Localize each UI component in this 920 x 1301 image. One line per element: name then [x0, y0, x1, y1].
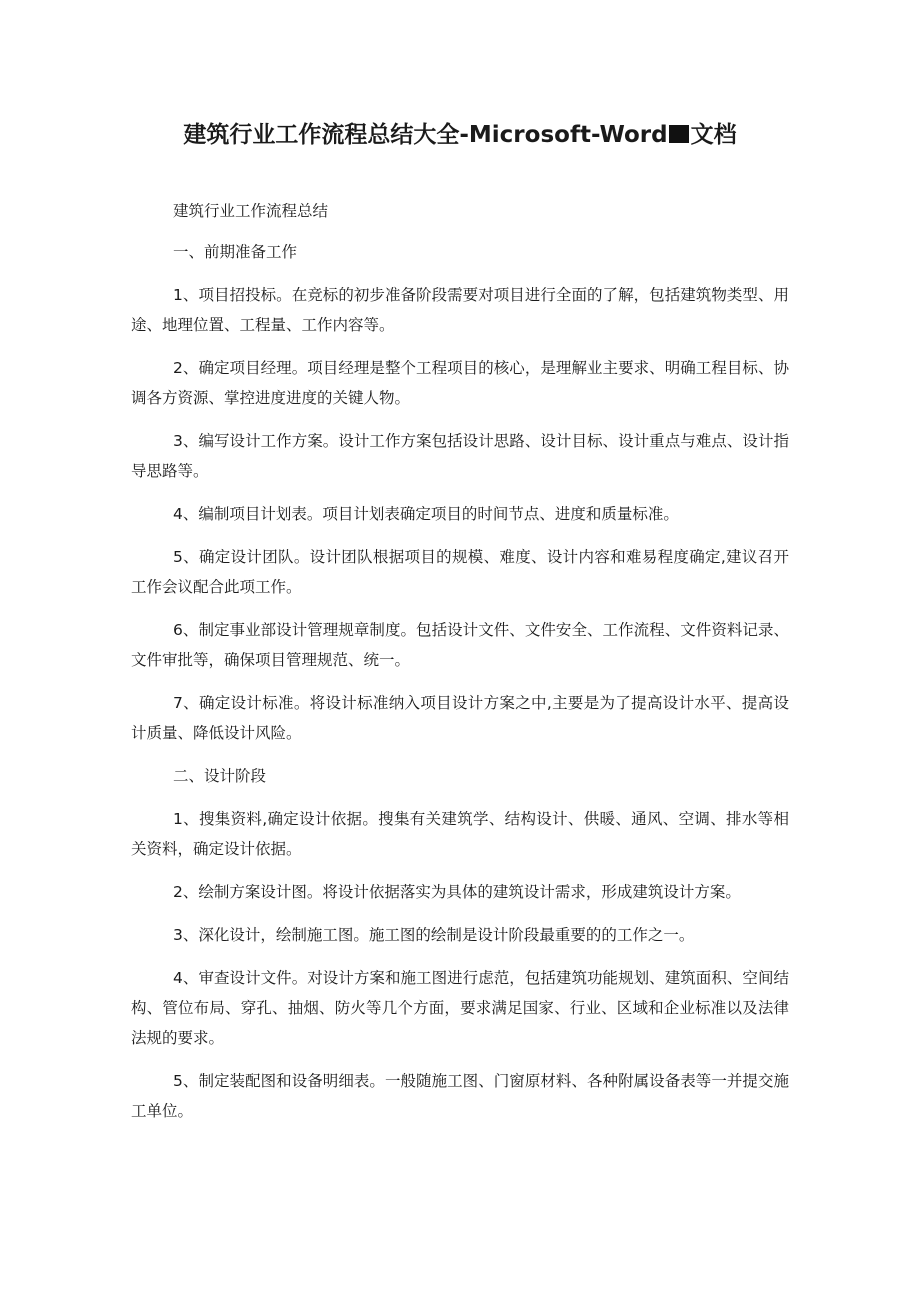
paragraph: 1、搜集资料,确定设计依据。搜集有关建筑学、结构设计、供暖、通风、空调、排水等相关资料，确定设计依据。	[131, 810, 789, 858]
document-body	[131, 196, 789, 1126]
section-heading: 一、前期准备工作	[173, 243, 298, 261]
paragraph: 3、编写设计工作方案。设计工作方案包括设计思路、设计目标、设计重点与难点、设计指导思路等。	[131, 432, 789, 480]
document-title-suffix: 文档	[690, 122, 737, 148]
document-title	[0, 116, 920, 149]
paragraph: 7、确定设计标准。将设计标准纳入项目设计方案之中,主要是为了提高设计水平、提高设计质量、降低设计风险。	[131, 694, 789, 742]
paragraph: 2、绘制方案设计图。将设计依据落实为具体的建筑设计需求，形成建筑设计方案。	[173, 883, 741, 901]
paragraph: 6、制定事业部设计管理规章制度。包括设计文件、文件安全、工作流程、文件资料记录、文件审批等，确保项目管理规范、统一。	[131, 621, 789, 669]
paragraph: 3、深化设计，绘制施工图。施工图的绘制是设计阶段最重要的的工作之一。	[173, 926, 695, 944]
paragraph: 5、制定装配图和设备明细表。一般随施工图、门窗原材料、各种附属设备表等一并提交施工单位。	[131, 1072, 789, 1120]
paragraph: 5、确定设计团队。设计团队根据项目的规模、难度、设计内容和难易程度确定,建议召开工作会议配合此项工作。	[131, 548, 789, 596]
paragraph: 4、编制项目计划表。项目计划表确定项目的时间节点、进度和质量标准。	[173, 505, 679, 523]
paragraph: 2、确定项目经理。项目经理是整个工程项目的核心，是理解业主要求、明确工程目标、协调各方资源、掌控进度进度的关键人物。	[131, 359, 789, 407]
paragraph: 1、项目招投标。在竞标的初步准备阶段需要对项目进行全面的了解，包括建筑物类型、用途、地理位置、工程量、工作内容等。	[131, 286, 789, 334]
section-heading: 二、设计阶段	[173, 767, 267, 785]
title-black-square-glyph	[669, 125, 689, 143]
document-subtitle: 建筑行业工作流程总结	[173, 202, 329, 220]
document-title-text: 建筑行业工作流程总结大全-Microsoft-Word	[183, 122, 668, 148]
paragraph: 4、审查设计文件。对设计方案和施工图进行虑范，包括建筑功能规划、建筑面积、空间结构、管位布局、穿孔、抽烟、防火等几个方面，要求满足国家、行业、区域和企业标准以及法律法规的要求。	[131, 969, 789, 1047]
